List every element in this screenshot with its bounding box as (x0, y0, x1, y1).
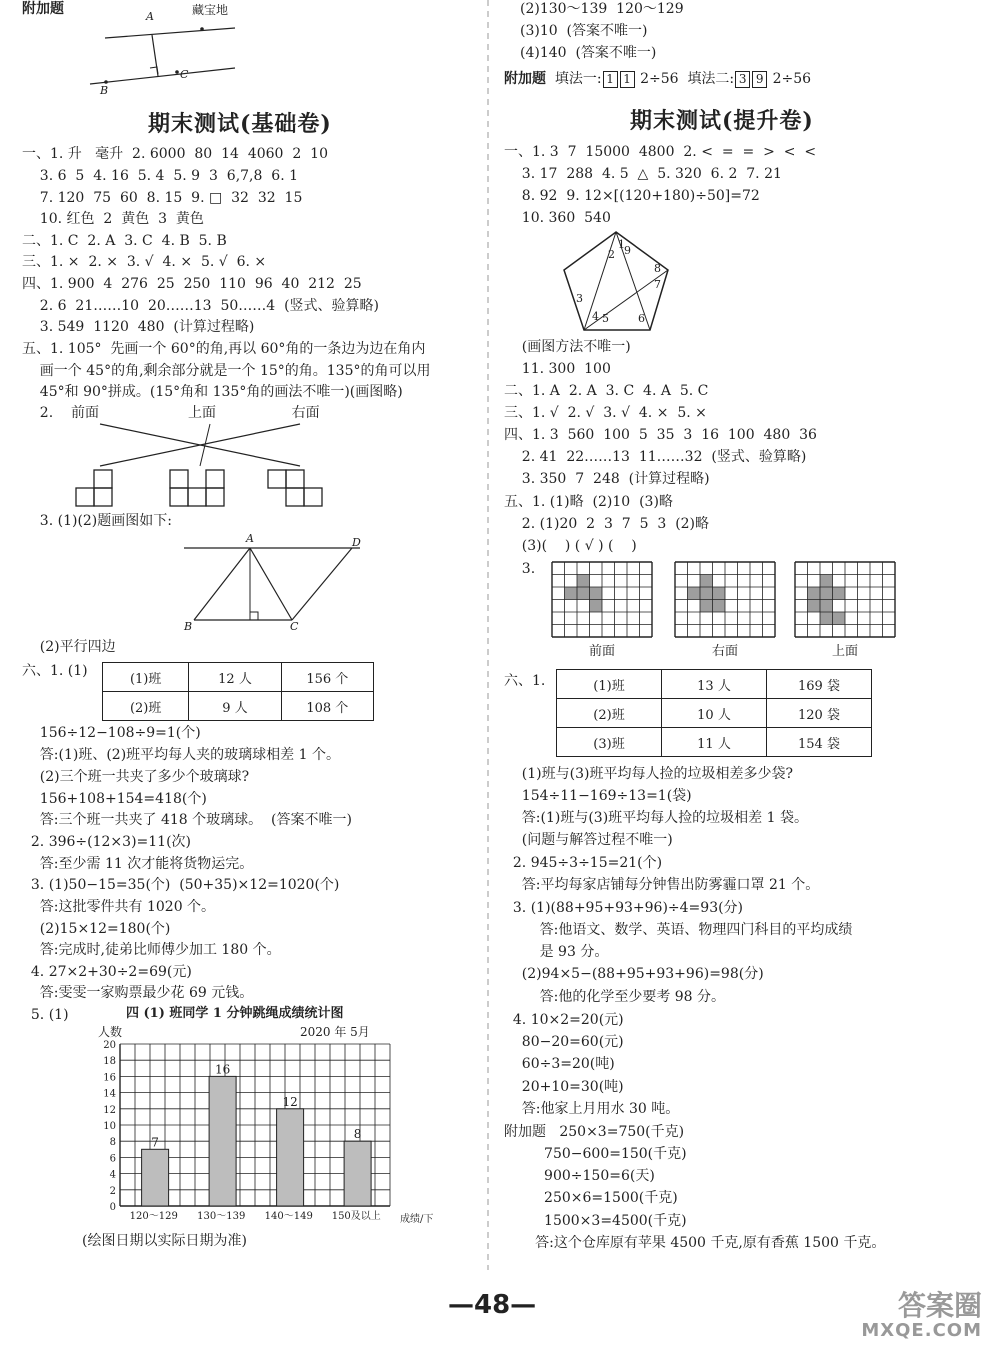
grid-cell-shaded (713, 600, 726, 613)
right-line: 80−20=60(元) (504, 1034, 624, 1050)
right-line: 是 93 分。 (504, 944, 609, 960)
page-number: —48— (448, 1290, 537, 1320)
pentagon-label: 6 (638, 312, 645, 325)
table-cell: 108 个 (281, 692, 373, 721)
fill2-digit-box: 3 (735, 71, 750, 88)
chart-ytick: 8 (109, 1137, 116, 1149)
fill2-rest: 2÷56 (772, 71, 812, 87)
chart-ytick: 0 (109, 1202, 116, 1213)
right-line: 五、1. (1)略 (2)10 (3)略 (504, 494, 673, 510)
view-grid (795, 562, 895, 659)
chart-category-label: 140～149 (264, 1211, 313, 1222)
right-line: (1)班与(3)班平均每人捡的垃圾相差多少袋? (504, 766, 793, 782)
right-line: 900÷150=6(天) (504, 1168, 655, 1184)
fill2-label: 填法二: (687, 71, 735, 87)
chart-title: 四 (1) 班同学 1 分钟跳绳成绩统计图 (126, 1006, 344, 1021)
left-line: (2)平行四边 (22, 639, 116, 655)
right-line: 3. (504, 561, 536, 577)
pentagon-label: 8 (654, 262, 661, 275)
view-grid (552, 562, 652, 659)
fig-label-a: A (146, 10, 154, 23)
chart-bar (277, 1109, 304, 1206)
three-views-grids (552, 560, 897, 666)
table-cell: 11 人 (662, 728, 767, 757)
left-line: 二、1. C 2. A 3. C 4. B 5. B (22, 233, 227, 249)
table-cell: (1)班 (103, 663, 189, 692)
table-cell: 156 个 (281, 663, 373, 692)
view-grid (675, 562, 775, 659)
grid-cell-shaded (700, 600, 713, 613)
right-line: 154÷11−169÷13=1(袋) (504, 788, 692, 804)
grid-cell-shaded (590, 587, 603, 600)
left-line: 2. 前面 上面 右面 (22, 405, 320, 421)
left-line: 3. 6 5 4. 16 5. 4 5. 9 3 6,7,8 6. 1 (22, 168, 299, 184)
grid-cell-shaded (577, 575, 590, 588)
grid-label: 右面 (711, 644, 739, 659)
jump-rope-bar-chart (60, 1004, 434, 1226)
right-data-table (556, 669, 872, 757)
chart-category-label: 120～129 (129, 1211, 178, 1222)
right-fujia-row (504, 70, 811, 88)
left-line: 答:至少需 11 次才能将货物运完。 (22, 856, 254, 872)
fig-label-b: B (100, 84, 109, 97)
table-cell: (2)班 (557, 699, 662, 728)
grid-label: 前面 (588, 644, 616, 659)
left-line: 答:三个班一共夹了 418 个玻璃球。 (答案不唯一) (22, 812, 352, 828)
right-title: 期末测试(提升卷) (630, 108, 814, 134)
left-line: 答:这批零件共有 1020 个。 (22, 899, 216, 915)
chart-ytick: 20 (103, 1040, 116, 1051)
right-line: (问题与解答过程不唯一) (504, 832, 673, 848)
watermark-logo: 答案圈 (897, 1289, 982, 1322)
right-liu-label: 六、1. (504, 673, 546, 689)
right-line: (3)( ) ( √ ) ( ) (504, 538, 637, 554)
table-row (557, 699, 872, 728)
pentagon-label: 9 (624, 244, 631, 257)
left-line: 六、1. (1) (22, 663, 88, 679)
right-line: 3. 17 288 4. 5 △ 5. 320 6. 2 7. 21 (504, 166, 782, 182)
left-line: 答:(1)班、(2)班平均每人夹的玻璃球相差 1 个。 (22, 747, 340, 763)
grid-cell-shaded (808, 587, 821, 600)
chart-ytick: 14 (103, 1088, 116, 1100)
right-line: 20+10=30(吨) (504, 1079, 624, 1095)
grid-label: 上面 (831, 644, 859, 659)
chart-data-label: 12 (282, 1094, 298, 1109)
pentagon-figure (558, 228, 678, 336)
grid-cell-shaded (820, 587, 833, 600)
chart-data-label: 7 (151, 1135, 159, 1150)
fill1-rest: 2÷56 (640, 71, 679, 87)
left-line: 10. 红色 2 黄色 3 黄色 (22, 211, 204, 227)
left-line: 一、1. 升 毫升 2. 6000 80 14 4060 2 10 (22, 146, 328, 162)
left-line: (2)三个班一共夹了多少个玻璃球? (22, 769, 250, 785)
left-line: 4. 27×2+30÷2=69(元) (22, 964, 192, 980)
right-line: 一、1. 3 7 15000 4800 2. < = = > < < (504, 144, 817, 160)
chart-xlabel: 成绩/下 (400, 1214, 434, 1225)
pentagon-label: 2 (608, 248, 615, 261)
table-row (557, 728, 872, 757)
grid-cell-shaded (713, 587, 726, 600)
treasure-figure (80, 4, 240, 96)
chart-bar (142, 1149, 169, 1206)
grid-cell-shaded (590, 600, 603, 613)
right-line: 2. 41 22……13 11……32 (竖式、验算略) (504, 449, 807, 465)
fig-label-treasure: 藏宝地 (192, 3, 229, 17)
pentagon-label: 3 (576, 292, 583, 305)
chart-ylabel: 人数 (98, 1025, 123, 1039)
pentagon-label: 1 (618, 238, 625, 251)
left-line: 5. (1) (22, 1007, 69, 1023)
chart-ytick: 16 (103, 1072, 116, 1084)
fig3-label-b: B (184, 620, 193, 633)
left-line: 答:完成时,徒弟比师傅少加工 180 个。 (22, 942, 281, 958)
left-line: 2. 396÷(12×3)=11(次) (22, 834, 192, 850)
left-line: (2)15×12=180(个) (22, 921, 171, 937)
table-cell: 12 人 (189, 663, 281, 692)
left-line: 五、1. 105° 先画一个 60°的角,再以 60°角的一条边为边在角内 (22, 341, 426, 357)
table-cell: 13 人 (662, 670, 767, 699)
chart-ytick: 6 (109, 1153, 116, 1165)
right-top-line: (4)140 (答案不唯一) (520, 45, 657, 61)
pentagon-label: 7 (654, 278, 661, 291)
watermark-url: MXQE.COM (861, 1320, 982, 1341)
fig3-label-c: C (290, 620, 299, 633)
right-top-line: (3)10 (答案不唯一) (520, 23, 648, 39)
grid-cell-shaded (820, 600, 833, 613)
right-line: 附加题 250×3=750(千克) (504, 1124, 685, 1140)
right-line: 60÷3=20(吨) (504, 1056, 615, 1072)
fig3-label-a: A (246, 532, 254, 545)
right-line: 答:(1)班与(3)班平均每人捡的垃圾相差 1 袋。 (504, 810, 808, 826)
table-cell: 9 人 (189, 692, 281, 721)
right-fujia-label: 附加题 (504, 71, 546, 87)
left-fujia-label: 附加题 (22, 1, 64, 17)
table-row (103, 692, 374, 721)
column-divider (486, 0, 490, 1270)
right-line: 750−600=150(千克) (504, 1146, 687, 1162)
table-cell: 120 袋 (767, 699, 872, 728)
table-cell: 10 人 (662, 699, 767, 728)
chart-ytick: 12 (103, 1104, 116, 1116)
left-line: 45°和 90°拼成。(15°角和 135°角的画法不唯一)(画图略) (22, 384, 403, 400)
fill1-digit-box: 1 (603, 71, 618, 88)
right-line: 1500×3=4500(千克) (504, 1213, 687, 1229)
table-row (557, 670, 872, 699)
fig3-label-d: D (352, 536, 361, 549)
parallelogram-figure (180, 532, 380, 636)
left-data-table (102, 662, 374, 721)
left-line: 画一个 45°的角,剩余部分就是一个 15°的角。135°的角可以用 (22, 363, 431, 379)
left-line: 3. 549 1120 480 (计算过程略) (22, 319, 255, 335)
right-line: 250×6=1500(千克) (504, 1190, 678, 1206)
left-line: 3. (1)50−15=35(个) (50+35)×12=1020(个) (22, 877, 340, 893)
right-line: 3. 350 7 248 (计算过程略) (504, 471, 710, 487)
grid-cell-shaded (833, 612, 846, 625)
right-line: 答:平均每家店铺每分钟售出防雾霾口罩 21 个。 (504, 877, 820, 893)
left-line: 三、1. × 2. × 3. √ 4. × 5. √ 6. × (22, 254, 267, 270)
grid-cell-shaded (808, 600, 821, 613)
fill1-digit-box: 1 (620, 71, 635, 88)
right-line: 4. 10×2=20(元) (504, 1012, 624, 1028)
left-line: 156÷12−108÷9=1(个) (22, 725, 201, 741)
grid-cell-shaded (688, 587, 701, 600)
right-line: 答:他语文、数学、英语、物理四门科目的平均成绩 (504, 922, 853, 938)
table-cell: (1)班 (557, 670, 662, 699)
left-line: 3. (1)(2)题画图如下: (22, 513, 172, 529)
chart-category-label: 150及以上 (331, 1211, 381, 1222)
chart-data-label: 8 (353, 1127, 362, 1142)
right-line: 答:他的化学至少要考 98 分。 (504, 989, 726, 1005)
pentagon-label: 4 (592, 310, 599, 323)
grid-cell-shaded (577, 587, 590, 600)
right-line: 3. (1)(88+95+93+96)÷4=93(分) (504, 900, 744, 916)
table-cell: 154 袋 (767, 728, 872, 757)
grid-cell-shaded (700, 575, 713, 588)
right-line: 二、1. A 2. A 3. C 4. A 5. C (504, 383, 709, 399)
table-cell: (3)班 (557, 728, 662, 757)
right-line: 答:他家上月用水 30 吨。 (504, 1101, 680, 1117)
grid-cell-shaded (833, 587, 846, 600)
table-row (103, 663, 374, 692)
right-line: 三、1. √ 2. √ 3. √ 4. × 5. × (504, 405, 707, 421)
left-line: 2. 6 21……10 20……13 50……4 (竖式、验算略) (22, 298, 380, 314)
chart-bar (209, 1076, 236, 1206)
table-cell: (2)班 (103, 692, 189, 721)
chart-category-label: 130～139 (197, 1211, 246, 1222)
chart-ytick: 4 (109, 1169, 116, 1181)
chart-date: 2020 年 5月 (300, 1025, 370, 1039)
fill2-digit-box: 9 (752, 71, 767, 88)
right-line: 10. 360 540 (504, 210, 611, 226)
views-matching-figure (70, 420, 330, 510)
grid-cell-shaded (820, 612, 833, 625)
right-line: 2. 945÷3÷15=21(个) (504, 855, 663, 871)
chart-ytick: 18 (103, 1056, 116, 1068)
left-line: 答:雯雯一家购票最少花 69 元钱。 (22, 985, 254, 1001)
left-footnote: (绘图日期以实际日期为准) (82, 1233, 247, 1249)
right-line: 2. (1)20 2 3 7 5 3 (2)略 (504, 516, 710, 532)
right-line: 答:这个仓库原有苹果 4500 千克,原有香蕉 1500 千克。 (504, 1235, 886, 1251)
table-cell: 169 袋 (767, 670, 872, 699)
chart-ytick: 10 (103, 1121, 116, 1132)
left-line: 156+108+154=418(个) (22, 791, 207, 807)
right-top-line: (2)130～139 120～129 (520, 1, 684, 17)
fill1-label: 填法一: (554, 71, 602, 87)
right-line: (2)94×5−(88+95+93+96)=98(分) (504, 966, 764, 982)
grid-cell-shaded (820, 575, 833, 588)
right-line: 8. 92 9. 12×[(120+180)÷50]=72 (504, 188, 760, 204)
left-line: 7. 120 75 60 8. 15 9. □ 32 32 15 (22, 190, 303, 206)
chart-bar (344, 1141, 371, 1206)
chart-data-label: 16 (214, 1062, 231, 1077)
grid-cell-shaded (700, 587, 713, 600)
right-line: 11. 300 100 (504, 361, 611, 377)
fig-label-c: C (180, 68, 189, 81)
left-title: 期末测试(基础卷) (148, 111, 332, 137)
chart-ytick: 2 (109, 1185, 116, 1197)
right-line: (画图方法不唯一) (504, 339, 631, 355)
right-line: 四、1. 3 560 100 5 35 3 16 100 480 36 (504, 427, 817, 443)
left-line: 四、1. 900 4 276 25 250 110 96 40 212 25 (22, 276, 362, 292)
grid-cell-shaded (565, 587, 578, 600)
pentagon-label: 5 (602, 312, 609, 325)
